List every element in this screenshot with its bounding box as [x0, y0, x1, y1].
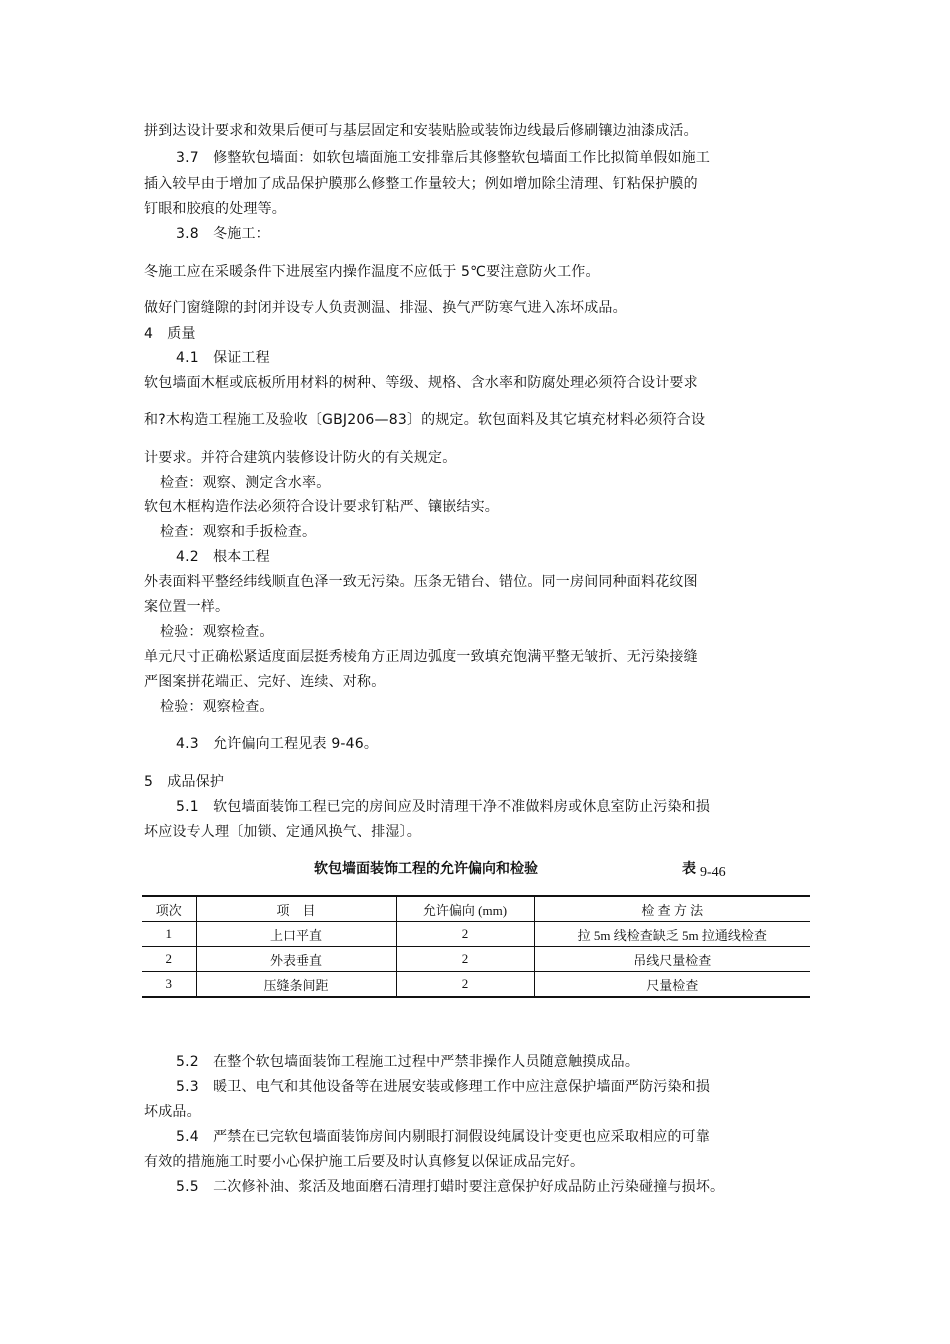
table-number-label: 表: [682, 861, 696, 877]
table-title: 软包墙面装饰工程的允许偏向和检验: [314, 861, 538, 877]
section-4-2-heading: 4.2 根本工程: [176, 549, 270, 565]
section-3-7-line: 3.7 修整软包墙面：如软包墙面施工安排靠后其修整软包墙面工作比拟简单假如施工: [176, 150, 711, 166]
paragraph-line: 做好门窗缝隙的封闭并设专人负责测温、排湿、换气严防寒气进入冻坏成品。: [144, 300, 627, 316]
paragraph-line: 外表面料平整经纬线顺直色泽一致无污染。压条无错台、错位。同一房间同种面料花纹图: [144, 574, 698, 590]
section-5-3-line: 5.3 暖卫、电气和其他设备等在进展安装或修理工作中应注意保护墙面严防污染和损: [176, 1079, 711, 1095]
deviation-table: [142, 895, 810, 998]
paragraph-line: 拼到达设计要求和效果后便可与基层固定和安装贴脸或装饰边线最后修刷镶边油漆成活。: [144, 123, 698, 139]
table-cell: 拉 5m 线检查缺乏 5m 拉通线检查: [534, 922, 810, 947]
table-cell: 2: [396, 947, 534, 972]
table-cell: 压缝条间距: [196, 972, 396, 998]
header-cell-method: 检 查 方 法: [534, 896, 810, 922]
table-cell: 外表垂直: [196, 947, 396, 972]
table-row: [142, 972, 810, 998]
section-5-heading: 5 成品保护: [144, 774, 225, 790]
table-header-row: [142, 896, 810, 922]
table-row: [142, 947, 810, 972]
section-4-1-heading: 4.1 保证工程: [176, 350, 270, 366]
table-cell: 3: [142, 972, 196, 998]
paragraph-line: 软包墙面木框或底板所用材料的树种、等级、规格、含水率和防腐处理必须符合设计要求: [144, 375, 698, 391]
header-cell-item: 项 目: [196, 896, 396, 922]
paragraph-line: 冬施工应在采暖条件下进展室内操作温度不应低于 5℃要注意防火工作。: [144, 264, 600, 280]
header-cell-index: 项次: [142, 896, 196, 922]
inspection-note: 检验：观察检查。: [160, 699, 274, 715]
section-5-1-line: 5.1 软包墙面装饰工程已完的房间应及时清理干净不准做料房或休息室防止污染和损: [176, 799, 711, 815]
inspection-note: 检验：观察检查。: [160, 624, 274, 640]
table-cell: 尺量检查: [534, 972, 810, 998]
section-4-heading: 4 质量: [144, 326, 196, 342]
table-row: [142, 922, 810, 947]
section-5-4-line: 5.4 严禁在已完软包墙面装饰房间内剔眼打洞假设纯属设计变更也应采取相应的可靠: [176, 1129, 711, 1145]
table-number: 9-46: [700, 865, 726, 880]
header-cell-deviation: 允许偏向 (mm): [396, 896, 534, 922]
section-4-3-line: 4.3 允许偏向工程见表 9-46。: [176, 736, 379, 752]
section-3-8-heading: 3.8 冬施工：: [176, 226, 270, 242]
inspection-note: 检查：观察、测定含水率。: [160, 475, 331, 491]
paragraph-line: 和?木构造工程施工及验收〔GBJ206—83〕的规定。软包面料及其它填充材料必须符合设: [144, 412, 706, 428]
section-5-5-line: 5.5 二次修补油、浆活及地面磨石清理打蜡时要注意保护好成品防止污染碰撞与损坏。: [176, 1179, 725, 1195]
paragraph-line: 计要求。并符合建筑内装修设计防火的有关规定。: [144, 450, 457, 466]
paragraph-line: 单元尺寸正确松紧适度面层挺秀棱角方正周边弧度一致填充饱满平整无皱折、无污染接缝: [144, 649, 698, 665]
paragraph-line: 严图案拼花端正、完好、连续、对称。: [144, 674, 386, 690]
paragraph-line: 坏应设专人理〔加锁、定通风换气、排湿〕。: [144, 824, 421, 840]
table-cell: 上口平直: [196, 922, 396, 947]
table-cell: 1: [142, 922, 196, 947]
table-cell: 2: [396, 922, 534, 947]
table-cell: 2: [396, 972, 534, 998]
table-cell: 2: [142, 947, 196, 972]
table-cell: 吊线尺量检查: [534, 947, 810, 972]
paragraph-line: 软包木框构造作法必须符合设计要求钉粘严、镶嵌结实。: [144, 499, 499, 515]
paragraph-line: 坏成品。: [144, 1104, 201, 1120]
paragraph-line: 有效的措施施工时要小心保护施工后要及时认真修复以保证成品完好。: [144, 1154, 585, 1170]
paragraph-line: 案位置一样。: [144, 599, 230, 615]
paragraph-line: 钉眼和胶痕的处理等。: [144, 201, 286, 217]
paragraph-line: 插入较早由于增加了成品保护膜那么修整工作量较大；例如增加除尘清理、钉粘保护膜的: [144, 176, 698, 192]
inspection-note: 检查：观察和手扳检查。: [160, 524, 317, 540]
section-5-2-line: 5.2 在整个软包墙面装饰工程施工过程中严禁非操作人员随意触摸成品。: [176, 1054, 640, 1070]
